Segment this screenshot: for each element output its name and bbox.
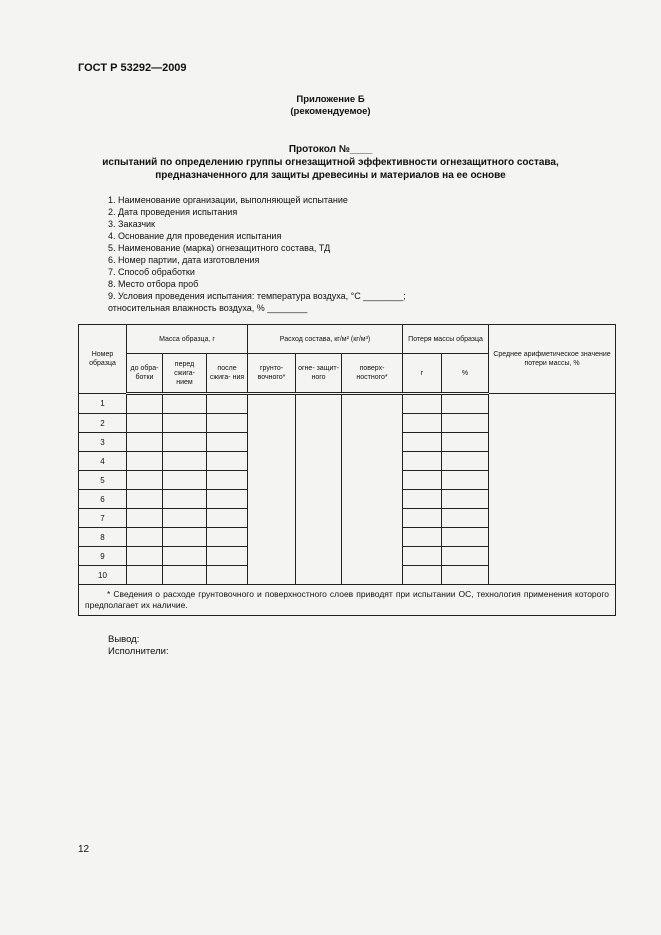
list-item: относительная влажность воздуха, % ________ xyxy=(108,303,308,313)
row-number: 8 xyxy=(79,528,127,547)
row-number: 9 xyxy=(79,547,127,566)
protocol-subtitle-line-2: предназначенного для защиты древесины и материалов на ее основе xyxy=(155,170,506,181)
protocol-heading xyxy=(0,143,661,182)
col-before-treatment: до обра- ботки xyxy=(127,354,163,394)
executors-label: Исполнители: xyxy=(108,646,169,657)
protocol-items-list xyxy=(108,194,406,314)
row-number: 3 xyxy=(79,433,127,452)
list-item: 7. Способ обработки xyxy=(108,267,195,277)
col-surface: поверх- ностного* xyxy=(342,354,403,394)
col-primer: грунто- вочного* xyxy=(248,354,296,394)
table-footnote: * Сведения о расходе грунтовочного и поверхностного слоев приводят при испытании ОС, технология применения которого предполагает их наличие. xyxy=(79,585,616,616)
col-before-burning: перед сжига- нием xyxy=(163,354,207,394)
row-number: 4 xyxy=(79,452,127,471)
protocol-subtitle-line-1: испытаний по определению группы огнезащитной эффективности огнезащитного состава, xyxy=(102,157,559,168)
list-item: 9. Условия проведения испытания: температура воздуха, °С ________; xyxy=(108,291,406,301)
list-item: 2. Дата проведения испытания xyxy=(108,207,238,217)
table-row xyxy=(79,394,616,414)
row-number: 7 xyxy=(79,509,127,528)
row-number: 2 xyxy=(79,414,127,433)
appendix-title: Приложение Б xyxy=(296,94,365,105)
protocol-title: Протокол №____ xyxy=(288,144,373,155)
col-fire-protective: огне- защит- ного xyxy=(296,354,342,394)
signature-block xyxy=(108,634,169,658)
document-code: ГОСТ Р 53292—2009 xyxy=(78,62,187,74)
list-item: 5. Наименование (марка) огнезащитного состава, ТД xyxy=(108,243,331,253)
protocol-table xyxy=(78,324,616,616)
group-mass-loss: Потеря массы образца xyxy=(403,325,489,354)
col-average-loss: Среднее арифметическое значение потери массы, % xyxy=(489,325,616,394)
list-item: 3. Заказчик xyxy=(108,219,155,229)
list-item: 8. Место отбора проб xyxy=(108,279,199,289)
col-loss-percent: % xyxy=(442,354,489,394)
col-loss-grams: г xyxy=(403,354,442,394)
row-number: 10 xyxy=(79,566,127,585)
list-item: 1. Наименование организации, выполняющей испытание xyxy=(108,195,348,205)
row-number: 1 xyxy=(79,394,127,414)
row-number: 5 xyxy=(79,471,127,490)
page-number: 12 xyxy=(78,844,90,855)
appendix-heading xyxy=(0,94,661,118)
list-item: 4. Основание для проведения испытания xyxy=(108,231,282,241)
list-item: 6. Номер партии, дата изготовления xyxy=(108,255,260,265)
conclusion-label: Вывод: xyxy=(108,634,140,645)
row-number: 6 xyxy=(79,490,127,509)
col-sample-number: Номер образца xyxy=(79,325,127,394)
group-consumption: Расход состава, кг/м² (кг/м³) xyxy=(248,325,403,354)
group-sample-mass: Масса образца, г xyxy=(127,325,248,354)
appendix-subtitle: (рекомендуемое) xyxy=(290,106,371,117)
col-after-burning: после сжига- ния xyxy=(207,354,248,394)
